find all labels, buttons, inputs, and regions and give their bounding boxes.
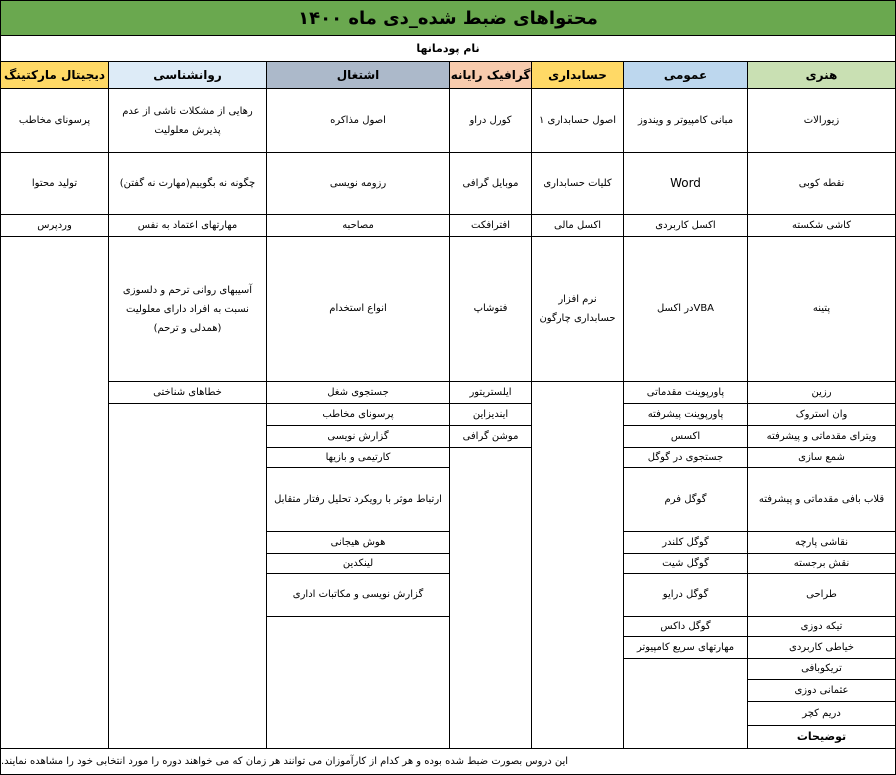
cell-ravanshenasi-1: رهایی از مشکلات ناشی از عدم پذیرش معلولیت: [109, 89, 266, 153]
cell-hesabdari-3: اکسل مالی: [532, 215, 623, 237]
cell-eshteghal-6: پرسونای مخاطب: [267, 404, 449, 426]
cell-honari-7: ویترای مقدماتی و پیشرفته: [748, 426, 895, 448]
cell-graphic-1: کورل دراو: [450, 89, 531, 153]
cell-marketing-3: وردپرس: [1, 215, 108, 237]
cell-eshteghal-5: جستجوی شغل: [267, 382, 449, 404]
header-marketing: دیجیتال مارکتینگ: [1, 62, 108, 89]
cell-omoomi-13: گوگل داکس: [624, 617, 747, 637]
cell-omoomi-14: مهارتهای سریع کامپیوتر: [624, 637, 747, 659]
cell-honari-8: شمع سازی: [748, 448, 895, 468]
cell-honari-15: تریکوبافی: [748, 659, 895, 680]
cell-graphic-2: موبایل گرافی: [450, 153, 531, 215]
cell-eshteghal-10: هوش هیجانی: [267, 532, 449, 554]
cell-ravanshenasi-4: آسیبهای روانی ترحم و دلسوزی نسبت به افراد دارای معلولیت (همدلی و ترحم): [109, 237, 266, 382]
cell-omoomi-2: Word: [624, 153, 747, 215]
subtitle: نام پودمانها: [0, 36, 896, 62]
header-hesabdari: حسابداری: [532, 62, 623, 89]
cell-honari-14: خیاطی کاربردی: [748, 637, 895, 659]
cell-hesabdari-4: نرم افزار حسابداری چارگون: [532, 237, 623, 382]
column-omoomi: [623, 62, 747, 748]
column-honari: [747, 62, 896, 748]
cell-ravanshenasi-5: خطاهای شناختی: [109, 382, 266, 404]
column-hesabdari: [531, 62, 623, 748]
cell-omoomi-11: گوگل شیت: [624, 554, 747, 574]
column-marketing: [0, 62, 108, 748]
cell-eshteghal-3: مصاحبه: [267, 215, 449, 237]
cell-omoomi-10: گوگل کلندر: [624, 532, 747, 554]
cell-omoomi-8: جستجوی در گوگل: [624, 448, 747, 468]
column-graphic: [449, 62, 531, 748]
cell-marketing-1: پرسونای مخاطب: [1, 89, 108, 153]
cell-honari-6: وان استروک: [748, 404, 895, 426]
cell-honari-11: نقش برجسته: [748, 554, 895, 574]
cell-eshteghal-11: لینکدین: [267, 554, 449, 574]
cell-eshteghal-8: کارتیمی و بازیها: [267, 448, 449, 468]
cell-omoomi-1: مبانی کامپیوتر و ویندوز: [624, 89, 747, 153]
cell-ravanshenasi-3: مهارتهای اعتماد به نفس: [109, 215, 266, 237]
cell-honari-16: عثمانی دوزی: [748, 680, 895, 702]
cell-graphic-4: فتوشاپ: [450, 237, 531, 382]
column-ravanshenasi: [108, 62, 266, 748]
cell-hesabdari-1: اصول حسابداری ۱: [532, 89, 623, 153]
cell-eshteghal-12: گزارش نویسی و مکاتبات اداری: [267, 574, 449, 617]
cell-hesabdari-2: کلیات حسابداری: [532, 153, 623, 215]
header-honari: هنری: [748, 62, 895, 89]
cell-honari-10: نقاشی پارچه: [748, 532, 895, 554]
cell-honari-12: طراحی: [748, 574, 895, 617]
cell-omoomi-3: اکسل کاربردی: [624, 215, 747, 237]
cell-honari-4: پتینه: [748, 237, 895, 382]
cell-omoomi-6: پاورپوینت پیشرفته: [624, 404, 747, 426]
cell-honari-9: قلاب بافی مقدماتی و پیشرفته: [748, 468, 895, 532]
cell-honari-3: کاشی شکسته: [748, 215, 895, 237]
cell-graphic-7: موشن گرافی: [450, 426, 531, 448]
cell-graphic-5: ایلستریتور: [450, 382, 531, 404]
cell-honari-notes: توضیحات: [796, 730, 847, 744]
header-graphic: گرافیک رایانه: [450, 62, 531, 89]
cell-eshteghal-2: رزومه نویسی: [267, 153, 449, 215]
footer-note: این دروس بصورت ضبط شده بوده و هر کدام از کارآموزان می توانند هر زمان که می خواهند دوره را مورد انتخابی خود را مشاهده نمایند.: [0, 748, 896, 775]
cell-eshteghal-1: اصول مذاکره: [267, 89, 449, 153]
cell-honari-5: رزین: [748, 382, 895, 404]
cell-omoomi-4: VBAدر اکسل: [624, 237, 747, 382]
cell-omoomi-12: گوگل درایو: [624, 574, 747, 617]
cell-honari-13: تیکه دوزی: [748, 617, 895, 637]
header-omoomi: عمومی: [624, 62, 747, 89]
cell-honari-17: دریم کچر: [748, 702, 895, 726]
cell-graphic-6: ایندیزاین: [450, 404, 531, 426]
cell-honari-1: زیورالات: [748, 89, 895, 153]
cell-graphic-3: افترافکت: [450, 215, 531, 237]
cell-ravanshenasi-2: چگونه نه بگوییم(مهارت نه گفتن): [109, 153, 266, 215]
header-eshteghal: اشتغال: [267, 62, 449, 89]
cell-omoomi-5: پاورپوینت مقدماتی: [624, 382, 747, 404]
cell-eshteghal-9: ارتباط موثر با رویکرد تحلیل رفتار متقابل: [267, 468, 449, 532]
cell-marketing-2: تولید محتوا: [1, 153, 108, 215]
column-eshteghal: [266, 62, 449, 748]
cell-eshteghal-4: انواع استخدام: [267, 237, 449, 382]
page-title: محتواهای ضبط شده_دی ماه ۱۴۰۰: [0, 0, 896, 36]
header-ravanshenasi: روانشناسی: [109, 62, 266, 89]
cell-omoomi-7: اکسس: [624, 426, 747, 448]
cell-honari-2: نقطه کوبی: [748, 153, 895, 215]
cell-eshteghal-7: گزارش نویسی: [267, 426, 449, 448]
cell-omoomi-9: گوگل فرم: [624, 468, 747, 532]
